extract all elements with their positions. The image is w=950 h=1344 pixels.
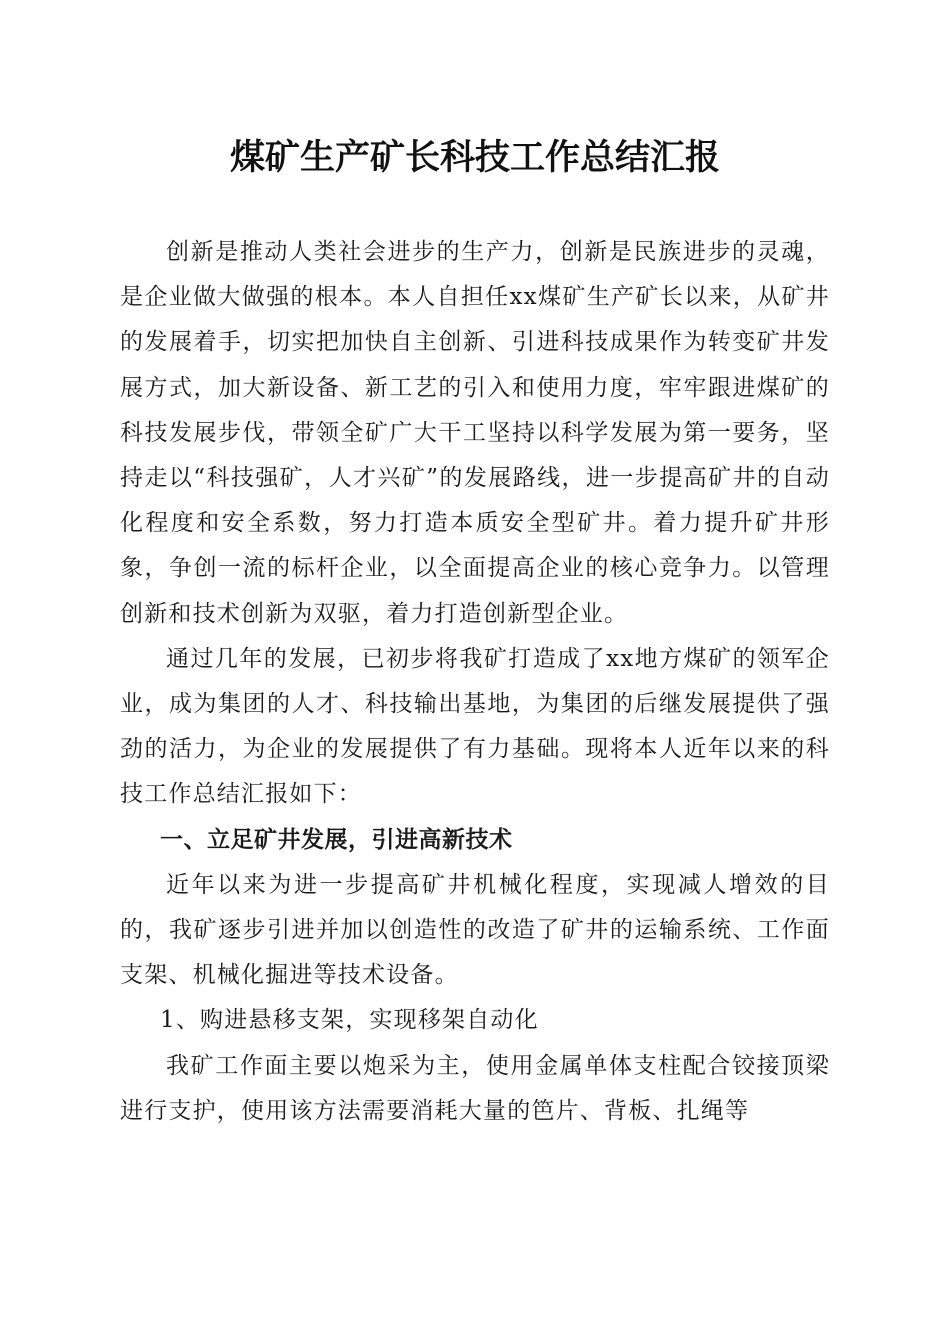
document-body — [120, 230, 830, 1134]
section-1-intro: 近年以来为进一步提高矿井机械化程度，实现减人增效的目的，我矿逐步引进并加以创造性的改造了矿井的运输系统、工作面支架、机械化掘进等技术设备。 — [120, 871, 830, 989]
paragraph-summary: 通过几年的发展，已初步将我矿打造成了xx地方煤矿的领军企业，成为集团的人才、科技输出基地，为集团的后继发展提供了强劲的活力，为企业的发展提供了有力基础。现将本人近年以来的科技工作总结汇报如下： — [120, 645, 830, 808]
paragraph-intro: 创新是推动人类社会进步的生产力，创新是民族进步的灵魂，是企业做大做强的根本。本人自担任xx煤矿生产矿长以来，从矿井的发展着手，切实把加快自主创新、引进科技成果作为转变矿井发展方式，加大新设备、新工艺的引入和使用力度，牢牢跟进煤矿的科技发展步伐，带领全矿广大干工坚持以科学发展为第一要务，坚持走以“科技强矿，人才兴矿”的发展路线，进一步提高矿井的自动化程度和安全系数，努力打造本质安全型矿井。着力提升矿井形象，争创一流的标杆企业，以全面提高企业的核心竞争力。以管理创新和技术创新为双驱，着力打造创新型企业。 — [120, 239, 830, 627]
subsection-heading-1: 1、购进悬移支架，实现移架自动化 — [160, 1007, 539, 1034]
section-heading-1: 一、立足矿井发展，引进高新技术 — [160, 826, 513, 853]
subsection-1-text: 我矿工作面主要以炮采为主，使用金属单体支柱配合铰接顶梁进行支护，使用该方法需要消耗大量的笆片、背板、扎绳等 — [120, 1052, 830, 1124]
document-title: 煤矿生产矿长科技工作总结汇报 — [229, 137, 720, 178]
